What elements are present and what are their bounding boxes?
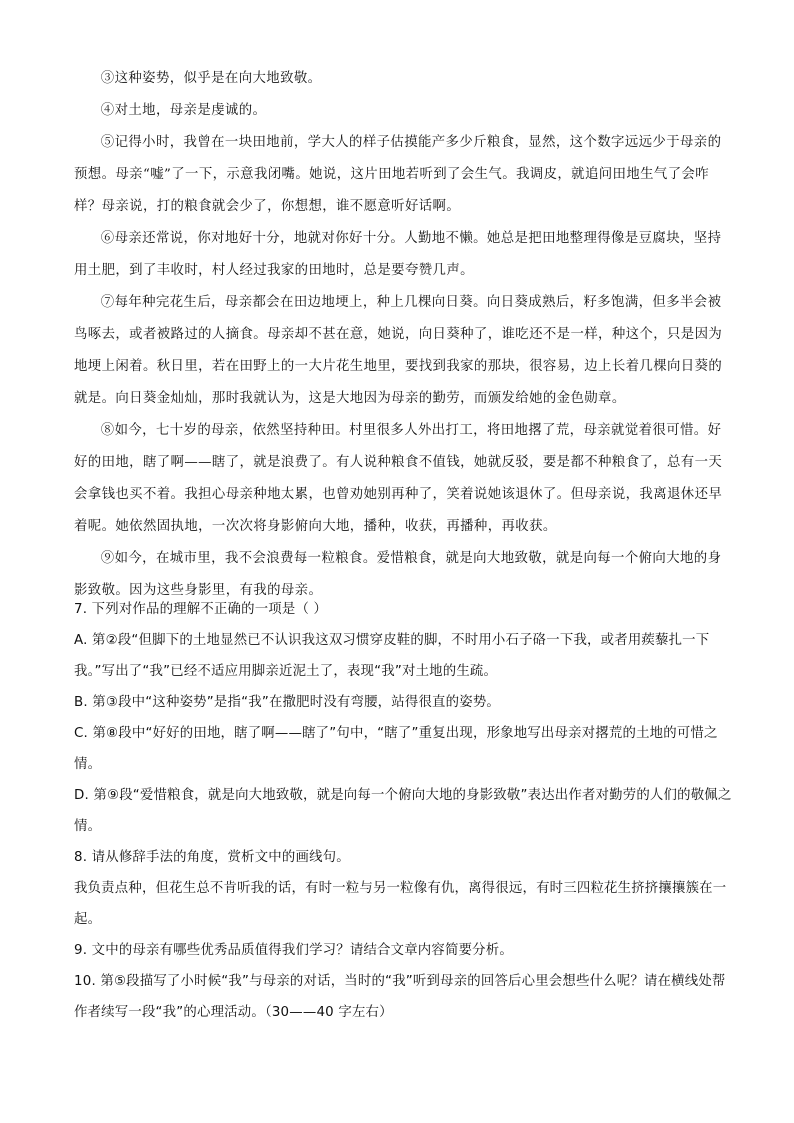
question-section (74, 594, 734, 1028)
question-7-stem: 7. 下列对作品的理解不正确的一项是（ ） (74, 602, 328, 617)
paragraph-8: ⑧如今，七十岁的母亲，依然坚持种田。村里很多人外出打工，将田地撂了荒，母亲就觉着很可惜。好好的田地，瞎了啊——瞎了，就是浪费了。有人说种粮食不值钱，她就反驳，要是都不种粮食了，总有一天会拿钱也买不着。我担心母亲种地太累，也曾劝她别再种了，笑着说她该退休了。但母亲说，我离退休还早着呢。她依然固执地，一次次将身影俯向大地，播种，收获，再播种，再收获。 (74, 423, 723, 534)
paragraph-5: ⑤记得小时，我曾在一块田地前，学大人的样子估摸能产多少斤粮食，显然，这个数字远远少于母亲的预想。母亲“嘘”了一下，示意我闭嘴。她说，这片田地若听到了会生气。我调皮，就追问田地生气了会咋样？母亲说，打的粮食就会少了，你想想，谁不愿意听好话啊。 (74, 135, 722, 214)
question-7-option-a: A. 第②段“但脚下的土地显然已不认识我这双习惯穿皮鞋的脚，不时用小石子硌一下我，或者用蒺藜扎一下我。”写出了“我”已经不适应用脚亲近泥土了，表现“我”对土地的生疏。 (74, 633, 710, 679)
paragraph-3: ③这种姿势，似乎是在向大地致敬。 (100, 71, 322, 86)
question-10-stem: 10. 第⑤段描写了小时候“我”与母亲的对话，当时的“我”听到母亲的回答后心里会想些什么呢？请在横线处帮作者续写一段“我”的心理活动。（30——40 字左右） (74, 974, 726, 1020)
paragraph-9: ⑨如今，在城市里，我不会浪费每一粒粮食。爱惜粮食，就是向大地致敬，就是向每一个俯向大地的身影致敬。因为这些身影里，有我的母亲。 (74, 551, 722, 598)
paragraph-4: ④对土地，母亲是虔诚的。 (100, 103, 267, 118)
question-7-option-b: B. 第③段中“这种姿势”是指“我”在撒肥时没有弯腰，站得很直的姿势。 (74, 695, 500, 710)
paragraph-6: ⑥母亲还常说，你对地好十分，地就对你好十分。人勤地不懒。她总是把田地整理得像是豆腐块，坚持用土肥，到了丰收时，村人经过我家的田地时，总是要夸赞几声。 (74, 231, 722, 278)
question-9-stem: 9. 文中的母亲有哪些优秀品质值得我们学习？请结合文章内容简要分析。 (74, 943, 513, 958)
question-7-option-d: D. 第⑨段“爱惜粮食，就是向大地致敬，就是向每一个俯向大地的身影致敬”表达出作者对勤劳的人们的敬佩之情。 (74, 788, 732, 834)
question-8-quoted-sentence: 我负责点种，但花生总不肯听我的话，有时一粒与另一粒像有仇，离得很远，有时三四粒花生挤挤攘攘簇在一起。 (74, 881, 727, 927)
reading-passage (74, 63, 724, 607)
question-8-stem: 8. 请从修辞手法的角度，赏析文中的画线句。 (74, 850, 350, 865)
paragraph-7: ⑦每年种完花生后，母亲都会在田边地埂上，种上几棵向日葵。向日葵成熟后，籽多饱满，但多半会被鸟啄去，或者被路过的人摘食。母亲却不甚在意，她说，向日葵种了，谁吃还不是一样，种这个，只是因为地埂上闲着。秋日里，若在田野上的一大片花生地里，要找到我家的那块，很容易，边上长着几棵向日葵的就是。向日葵金灿灿，那时我就认为，这是大地因为母亲的勤劳，而颁发给她的金色勋章。 (74, 295, 723, 406)
question-7-option-c: C. 第⑧段中“好好的田地，瞎了啊——瞎了”句中，“瞎了”重复出现，形象地写出母亲对撂荒的土地的可惜之情。 (74, 726, 718, 772)
